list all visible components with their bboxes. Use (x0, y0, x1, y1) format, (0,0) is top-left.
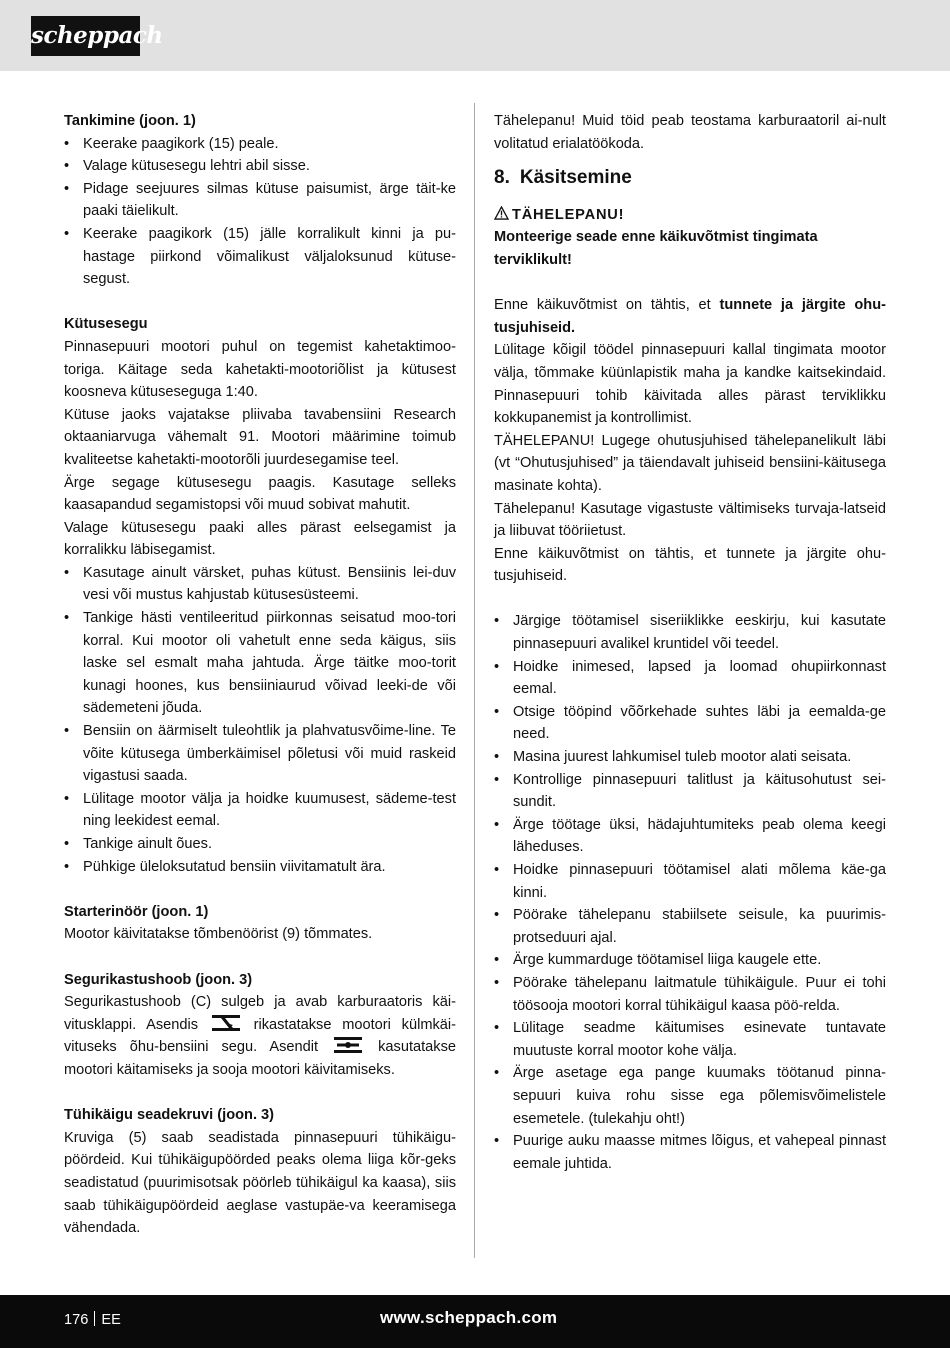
list-item: • Pöörake tähelepanu stabiilsete seisule, ka puurimis-protseduuri ajal. (494, 904, 886, 949)
right-column (494, 110, 886, 1175)
list-item: • Keerake paagikork (15) jälle korralikult kinni ja pu-hastage piirkond võimalikust väljaloksunud kütuse-segust. (64, 223, 456, 291)
list-item: • Puurige auku maasse mitmes lõigus, et vahepeal pinnast eemale juhtida. (494, 1130, 886, 1175)
list-item: • Pühkige üleloksutatud bensiin viivitamatult ära. (64, 856, 456, 879)
idle-heading: Tühikäigu seadekruvi (joon. 3) (64, 1107, 275, 1124)
idle-text: Kruviga (5) saab seadistada pinnasepuuri tühikäigu-pöördeid. Kui tühikäigupöörded peaks olema liiga kõr-geks seadistatud (puurimisotsak pöörleb tühikäigul ka kaasa), siis saab tühikäigupöördeid aeglase vastupäe-va keeramisega vähendada. (64, 1129, 456, 1237)
list-item: • Masina juurest lahkumisel tuleb mootor alati seisata. (494, 746, 886, 769)
list-item: • Otsige tööpind võõrkehade suhtes läbi ja eemalda-ge need. (494, 701, 886, 746)
page-number: 176 EE (64, 1312, 121, 1328)
list-item: • Kasutage ainult värsket, puhas kütust. Bensiinis lei-duv vesi või mustus kahjustab kütusesüsteemi. (64, 562, 456, 607)
carburetor-note: Tähelepanu! Muid töid peab teostama karburaatoril ai-nult volitatud erialatöökoda. (494, 113, 886, 152)
website-link[interactable]: www.scheppach.com (380, 1308, 558, 1327)
fuel-paragraph: Ärge segage kütusesegu paagis. Kasutage selleks kaasapandud segamistopsi või muud sobivat mahutit. (64, 474, 456, 514)
warning-heading: TÄHELEPANU! (494, 204, 886, 227)
page-separator (94, 1311, 95, 1326)
list-item: • Tankige ainult õues. (64, 833, 456, 856)
fuel-paragraph: Kütuse jaoks vajatakse pliivaba tavabensiini Research oktaaniarvuga vähemalt 91. Mootori määrimine toimub kvaliteetse kahetakti-mootorõli juurdesegamise teel. (64, 406, 456, 468)
paragraph: Lülitage kõigil töödel pinnasepuuri kallal tingimata mootor välja, tõmmake küünlapistik maha ja kandke kaitsekindaid. Pinnasepuuri tohib käivitada alles pärast terviklikku kokkupanemist ja kontrollimist. (494, 342, 886, 427)
intro-paragraph: Enne käikuvõtmist on tähtis, et tunnete ja järgite ohu-tusjuhiseid. (494, 297, 886, 336)
choke-open-icon (333, 1036, 363, 1054)
header-bar (0, 0, 950, 71)
list-item: • Lülitage seadme käitumises esinevate tuntavate muutuste korral mootor kohe välja. (494, 1017, 886, 1062)
fuel-paragraph: Valage kütusesegu paaki alles pärast eelsegamist ja korralikku läbisegamist. (64, 519, 456, 559)
list-item: • Ärge asetage ega pange kuumaks töötanud pinna-sepuuri kuiva rohu sisse ega põlemisvõimelistele esemetele. (tulekahju oht!) (494, 1062, 886, 1130)
section-heading: 8. Käsitsemine (494, 167, 632, 189)
choke-heading: Segurikastushoob (joon. 3) (64, 971, 253, 988)
list-item: • Keerake paagikork (15) peale. (64, 133, 456, 156)
list-item: • Bensiin on äärmiselt tuleohtlik ja plahvatusvõime-line. Te võite kütusega ümberkäimisel põletusi või muid raskeid vigastusi saada. (64, 720, 456, 788)
choke-text: Segurikastushoob (C) sulgeb ja avab karburaatoris käi-vitusklappi. Asendis rikastatakse mootori külmkäi-vituseks õhu-bensiini segu. Asendit kasutatakse mootori käitamiseks ja sooja mootori käivitamiseks. (64, 994, 457, 1078)
warning-triangle-icon (494, 206, 509, 220)
tank-heading: Tankimine (joon. 1) (64, 113, 196, 129)
starter-heading: Starterinöör (joon. 1) (64, 903, 209, 920)
tank-list (64, 133, 456, 291)
column-divider (474, 103, 475, 1258)
starter-text: Mootor käivitatakse tõmbenöörist (9) tõmmates. (64, 926, 373, 943)
paragraph: Enne käikuvõtmist on tähtis, et tunnete ja järgite ohu-tusjuhiseid. (494, 545, 886, 585)
fuel-list (64, 562, 456, 878)
list-item: • Kontrollige pinnasepuuri talitlust ja käitusohutust sei-sundit. (494, 769, 886, 814)
scheppach-logo[interactable]: scheppach (31, 16, 140, 56)
footer-bar (0, 1295, 950, 1348)
left-column (64, 110, 456, 1240)
list-item: • Järgige töötamisel siseriiklikke eeskirju, kui kasutate pinnasepuuri avalikel kruntidel või teedel. (494, 610, 886, 655)
safety-list (494, 610, 886, 1175)
fuel-heading: Kütusesegu (64, 316, 148, 333)
list-item: • Valage kütusesegu lehtri abil sisse. (64, 155, 456, 178)
list-item: • Tankige hästi ventileeritud piirkonnas seisatud moo-tori korral. Kui mootor oli vahetult enne seda käigus, siis laske sel esmalt maha jahtuda. Ärge täitke moo-torit kunagi hoones, kus bensiiniaurud võivad leeki-de või sädemeteni jõuda. (64, 607, 456, 720)
paragraph: TÄHELEPANU! Lugege ohutusjuhised tähelepanelikult läbi (vt “Ohutusjuhised” ja täiendavalt juhiseid bensiini-käitusega masinate kohta). (494, 432, 886, 494)
list-item: • Lülitage mootor välja ja hoidke kuumusest, sädeme-test ning leekidest eemal. (64, 788, 456, 833)
fuel-paragraph: Pinnasepuuri mootori puhul on tegemist kahetaktimoo-toriga. Käitage seda kahetakti-mootoriõlist ja kütusest koosneva kütuseseguga 1:40. (64, 338, 456, 401)
list-item: • Ärge töötage üksi, hädajuhtumiteks peab olema keegi läheduses. (494, 814, 886, 859)
paragraph: Tähelepanu! Kasutage vigastuste vältimiseks turvaja-latseid ja liibuvat tööriietust. (494, 500, 886, 540)
list-item: • Hoidke pinnasepuuri töötamisel alati mõlema käe-ga kinni. (494, 859, 886, 904)
list-item: • Hoidke inimesed, lapsed ja loomad ohupiirkonnast eemal. (494, 656, 886, 701)
list-item: • Ärge kummarduge töötamisel liiga kaugele ette. (494, 949, 886, 972)
choke-closed-icon (211, 1014, 241, 1032)
list-item: • Pidage seejuures silmas kütuse paisumist, ärge täit-ke paaki täielikult. (64, 178, 456, 223)
warning-text: Monteerige seade enne käikuvõtmist tingimata terviklikult! (494, 229, 818, 268)
list-item: • Pöörake tähelepanu laitmatule tühikäigule. Puur ei tohi töösooja mootori korral tühikäigul kaasa pöö-relda. (494, 972, 886, 1017)
